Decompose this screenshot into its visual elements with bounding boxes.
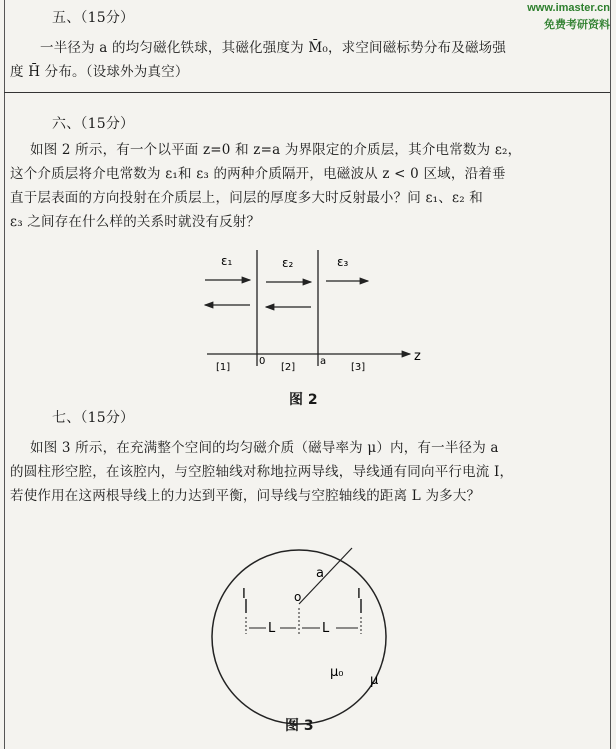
- fig2-eps2-label: ε₂: [282, 256, 294, 270]
- q6-line2: 这个介质层将介电常数为 ε₁和 ε₃ 的两种介质隔开，电磁波从 z < 0 区域，沿着垂: [10, 166, 506, 182]
- fig2-eps1-label: ε₁: [221, 254, 233, 268]
- q6-line3: 直于层表面的方向投射在介质层上，问层的厚度多大时反射最小？问 ε₁、ε₂ 和: [10, 190, 483, 206]
- fig3-dist-left: L: [268, 621, 276, 636]
- radius-line: [299, 548, 352, 604]
- fig3-center-label: o: [294, 590, 302, 604]
- q5-line2: 度 H̄ 分布。（设球外为真空）: [10, 64, 189, 80]
- watermark-tagline: 免费考研资料: [544, 18, 610, 31]
- q7-line3: 若使作用在这两根导线上的力达到平衡，问导线与空腔轴线的距离 L 为多大？: [10, 488, 481, 504]
- fig3-mu-outside: μ: [370, 673, 379, 688]
- fig3-current-left: I: [242, 587, 246, 602]
- fig3-current-right: I: [357, 587, 361, 602]
- fig3-mu-inside: μ₀: [330, 665, 344, 680]
- fig2-region2-label: [2]: [281, 362, 296, 373]
- q5-line1: 一半径为 a 的均匀磁化铁球，其磁化强度为 M̄₀，求空间磁标势分布及磁场强: [40, 40, 507, 56]
- q6-line1: 如图 2 所示，有一个以平面 z=0 和 z=a 为界限定的介质层，其介电常数为 ε₂，: [30, 142, 522, 158]
- fig2-region3-label: [3]: [351, 362, 366, 373]
- watermark-url: www.imaster.cn: [527, 2, 610, 14]
- q5-heading: 五、（15分）: [52, 10, 135, 26]
- q7-heading: 七、（15分）: [52, 410, 135, 426]
- q6-heading: 六、（15分）: [52, 116, 135, 132]
- fig2-axis-label: z: [414, 349, 421, 364]
- fig3-radius-label: a: [316, 566, 324, 581]
- fig2-boundary-label: a: [320, 356, 327, 367]
- fig2-caption: 图 2: [289, 392, 318, 408]
- cavity-circle: [212, 550, 386, 724]
- fig2-origin-label: 0: [259, 356, 266, 367]
- fig2-eps3-label: ε₃: [337, 255, 349, 269]
- fig3-dist-right: L: [322, 621, 330, 636]
- q6-line4: ε₃ 之间存在什么样的关系时就没有反射？: [10, 214, 261, 230]
- fig2-region1-label: [1]: [216, 362, 231, 373]
- q7-line1: 如图 3 所示，在充满整个空间的均匀磁介质（磁导率为 μ）内，有一半径为 a: [30, 440, 499, 456]
- fig3-caption: 图 3: [285, 718, 314, 734]
- q7-line2: 的圆柱形空腔，在该腔内，与空腔轴线对称地拉两导线，导线通有同向平行电流 I，: [10, 464, 514, 480]
